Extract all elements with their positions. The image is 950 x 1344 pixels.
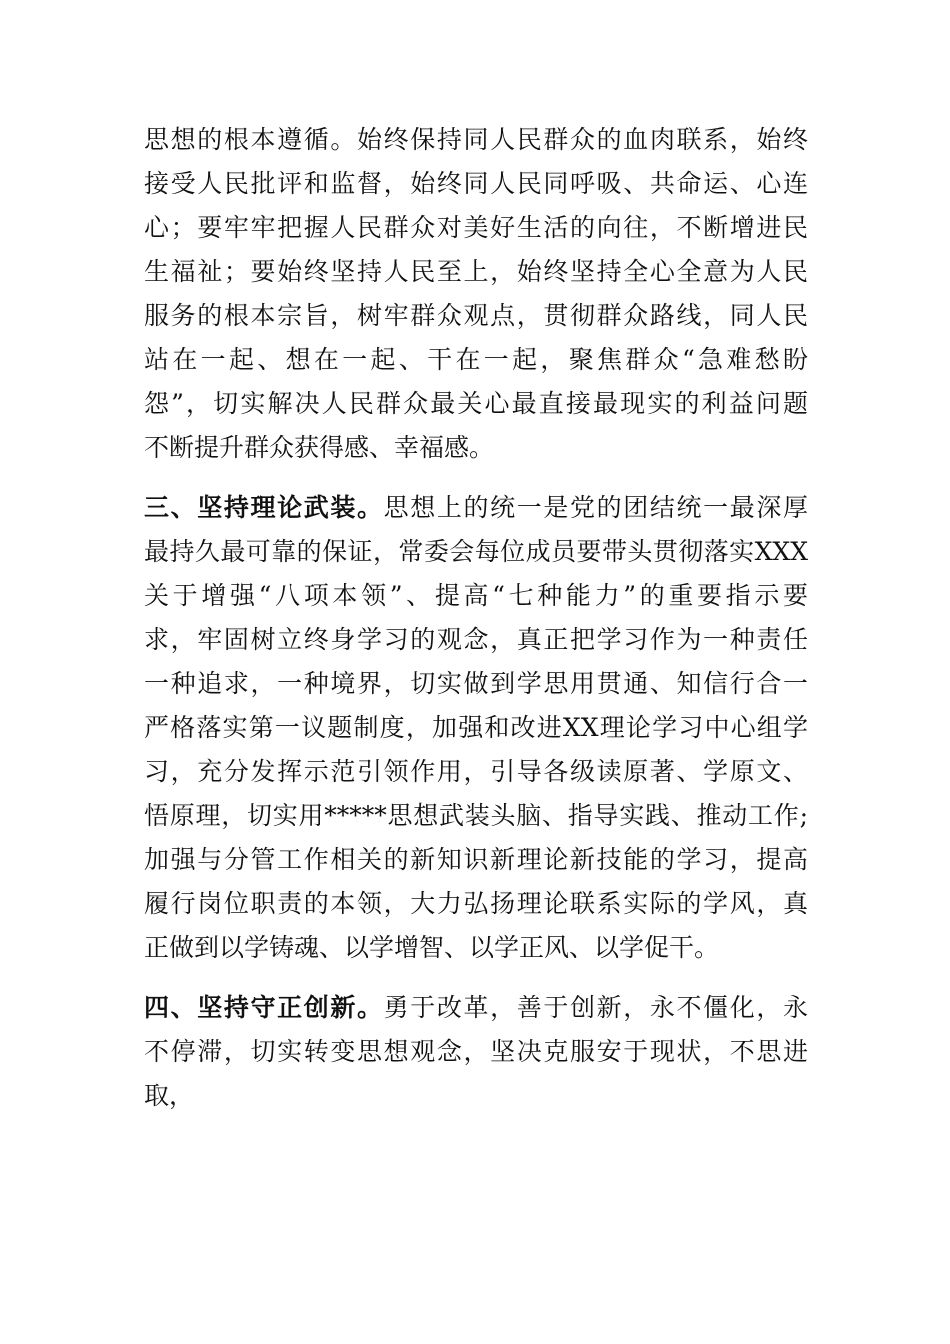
text-line: 履行岗位职责的本领，大力弘扬理论联系实际的学风，真 xyxy=(144,889,808,918)
text-line: 接受人民批评和监督，始终同人民同呼吸、共命运、心连 xyxy=(144,169,808,198)
text-line: 思想的根本遵循。始终保持同人民群众的血肉联系，始终 xyxy=(144,125,808,154)
section-theory-armament xyxy=(144,486,808,970)
section-heading-rest: 思想上的统一是党的团结统一最深厚 xyxy=(383,493,808,522)
text-line: 加强与分管工作相关的新知识新理论新技能的学习，提高 xyxy=(144,845,808,874)
section-heading: 四、坚持守正创新。 xyxy=(144,993,384,1022)
document-body xyxy=(144,118,808,1118)
text-line: 习，充分发挥示范引领作用，引导各级读原著、学原文、 xyxy=(144,757,808,786)
text-line: 关于增强“八项本领”、提高“七种能力”的重要指示要 xyxy=(144,581,808,610)
text-line: 生福祉；要始终坚持人民至上，始终坚持全心全意为人民 xyxy=(144,257,808,286)
section-first-line xyxy=(144,486,808,530)
section-heading-rest: 勇于改革，善于创新，永不僵化，永 xyxy=(383,993,808,1022)
text-line: 心；要牢牢把握人民群众对美好生活的向往，不断增进民 xyxy=(144,213,808,242)
text-line: 正做到以学铸魂、以学增智、以学正风、以学促干。 xyxy=(144,933,720,962)
text-line: 一种追求，一种境界，切实做到学思用贯通、知信行合一 xyxy=(144,669,808,698)
section-innovation xyxy=(144,986,808,1118)
section-heading: 三、坚持理论武装。 xyxy=(144,493,384,522)
text-line: 求，牢固树立终身学习的观念，真正把学习作为一种责任 xyxy=(144,625,808,654)
text-line: 最持久最可靠的保证，常委会每位成员要带头贯彻落实XXX xyxy=(144,537,808,566)
text-line: 取， xyxy=(144,1081,195,1110)
section-first-line xyxy=(144,986,808,1030)
text-line: 服务的根本宗旨，树牢群众观点，贯彻群众路线，同人民 xyxy=(144,301,808,330)
text-line: 不断提升群众获得感、幸福感。 xyxy=(144,433,495,462)
text-line: 站在一起、想在一起、干在一起，聚焦群众“急难愁盼 xyxy=(144,345,808,374)
paragraph-people-centered xyxy=(144,118,808,470)
text-line: 严格落实第一议题制度，加强和改进XX理论学习中心组学 xyxy=(144,713,808,742)
text-line: 怨”，切实解决人民群众最关心最直接最现实的利益问题 xyxy=(144,389,808,418)
text-line: 悟原理，切实用*****思想武装头脑、指导实践、推动工作; xyxy=(144,801,808,830)
text-line: 不停滞，切实转变思想观念，坚决克服安于现状，不思进 xyxy=(144,1037,808,1066)
